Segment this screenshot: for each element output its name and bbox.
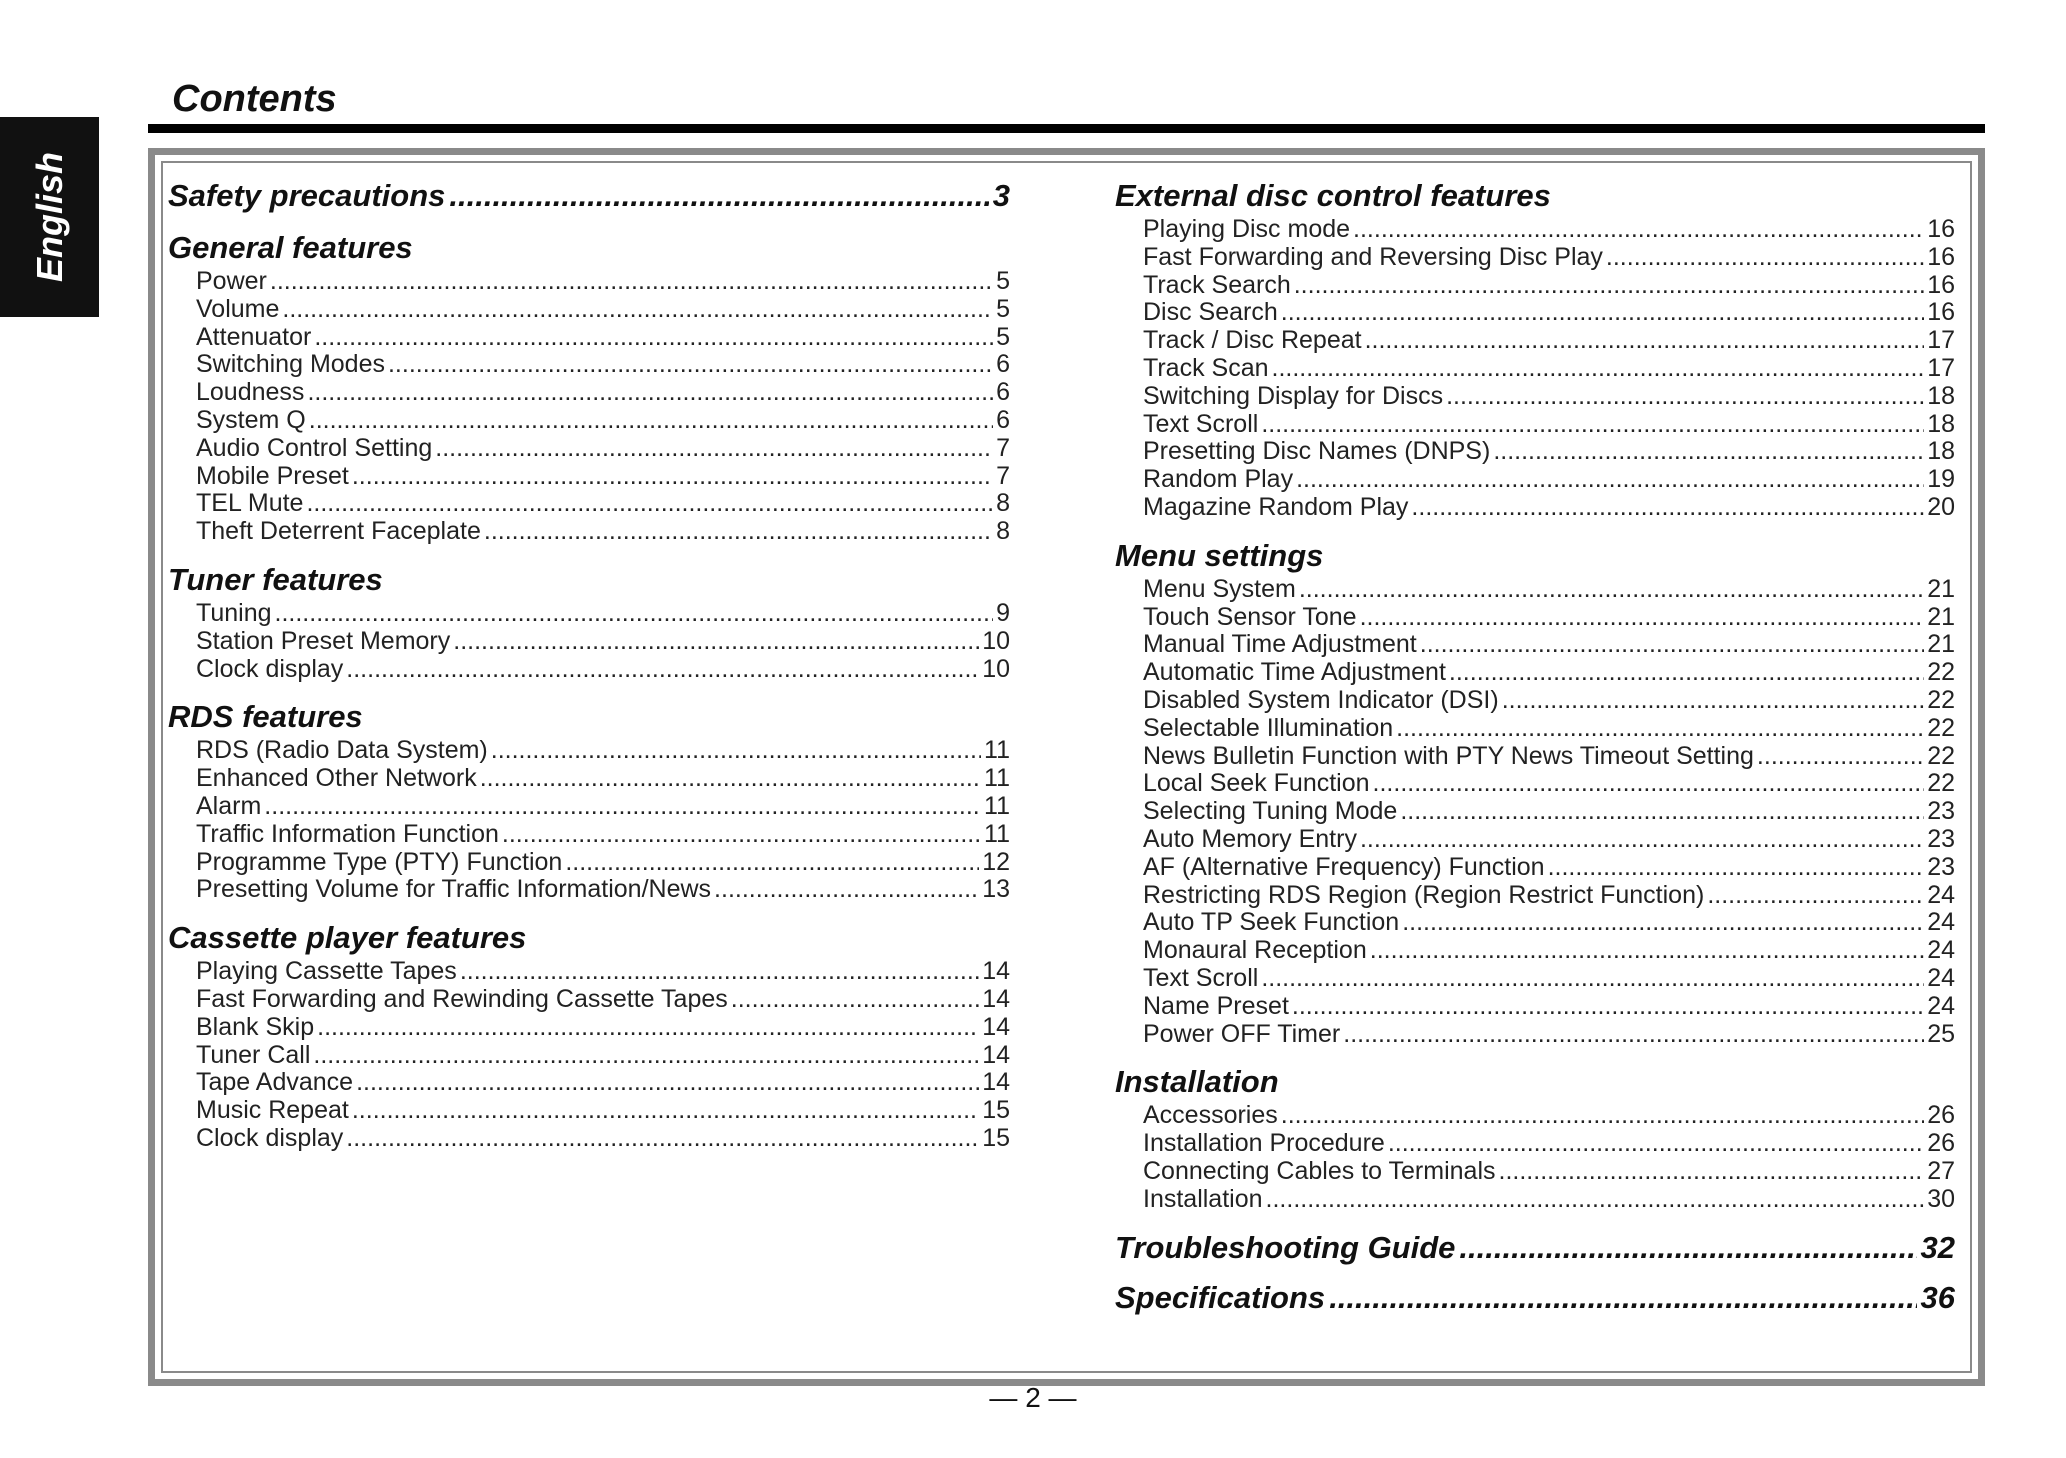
toc-entry-label: Name Preset: [1143, 991, 1289, 1020]
toc-entry-page: 24: [1927, 991, 1955, 1020]
dot-leader: [352, 463, 993, 491]
toc-entry[interactable]: [1115, 355, 1955, 383]
toc-entry[interactable]: [1115, 687, 1955, 715]
toc-entry[interactable]: [168, 296, 1010, 324]
toc-entry-page: 6: [996, 378, 1010, 407]
toc-entry[interactable]: [168, 324, 1010, 352]
toc-entry-label: Programme Type (PTY) Function: [196, 847, 563, 876]
toc-entry-label: System Q: [196, 405, 306, 434]
toc-entry-page: 18: [1927, 409, 1955, 438]
toc-entry-page: 14: [982, 1012, 1010, 1041]
toc-entry[interactable]: [1115, 244, 1955, 272]
dot-leader: [1606, 244, 1924, 272]
toc-entry[interactable]: [1115, 993, 1955, 1021]
toc-section: [168, 230, 1010, 546]
dot-leader: [1548, 854, 1925, 882]
dot-leader: [346, 1125, 979, 1153]
toc-section: [1115, 178, 1955, 522]
toc-entry-page: 5: [996, 267, 1010, 295]
dot-leader: [1272, 355, 1925, 383]
toc-entry-page: 8: [996, 489, 1010, 518]
toc-entry-page: 17: [1927, 326, 1955, 355]
section-heading: General features: [168, 230, 413, 265]
toc-entry[interactable]: [168, 463, 1010, 491]
toc-entry-label: Track Scan: [1143, 353, 1269, 382]
toc-entry[interactable]: [1115, 272, 1955, 300]
dot-leader: [346, 656, 979, 684]
toc-entry-label: Fast Forwarding and Rewinding Cassette Tapes: [196, 984, 728, 1013]
toc-main-entry-page: 3: [992, 178, 1010, 213]
toc-entry[interactable]: [168, 656, 1010, 684]
toc-entry[interactable]: [168, 849, 1010, 877]
toc-entry[interactable]: [168, 737, 1010, 765]
toc-entry[interactable]: [1115, 1158, 1955, 1186]
toc-entry-label: Music Repeat: [196, 1096, 349, 1125]
toc-entry-page: 30: [1927, 1184, 1955, 1213]
toc-entry[interactable]: [168, 1014, 1010, 1042]
toc-entry-page: 6: [996, 405, 1010, 434]
toc-entry-page: 24: [1927, 936, 1955, 965]
toc-entry-label: Station Preset Memory: [196, 626, 451, 655]
dot-leader: [1373, 770, 1925, 798]
toc-entry[interactable]: [1115, 438, 1955, 466]
page-title: Contents: [172, 78, 337, 120]
page-number: — 2 —: [989, 1382, 1077, 1413]
toc-entry-page: 11: [984, 791, 1010, 820]
dot-leader: [714, 876, 979, 904]
toc-entry[interactable]: [1115, 826, 1955, 854]
toc-entry-page: 15: [982, 1096, 1010, 1125]
toc-entry-label: Text Scroll: [1143, 409, 1259, 438]
toc-entry-label: RDS (Radio Data System): [196, 736, 488, 765]
toc-entry[interactable]: [168, 876, 1010, 904]
toc-entry[interactable]: [168, 628, 1010, 656]
toc-entry-page: 7: [996, 433, 1010, 462]
toc-entry[interactable]: [1115, 1130, 1955, 1158]
dot-leader: [491, 737, 981, 765]
toc-entry[interactable]: [1115, 383, 1955, 411]
toc-entry[interactable]: [1115, 576, 1955, 604]
toc-entry[interactable]: [1115, 909, 1955, 937]
toc-entry-page: 21: [1927, 630, 1955, 659]
dot-leader: [1446, 383, 1924, 411]
toc-entry[interactable]: [1115, 631, 1955, 659]
toc-entry-label: Installation: [1143, 1184, 1263, 1213]
toc-entry-label: Tuner Call: [196, 1040, 311, 1069]
toc-entry[interactable]: [1115, 1102, 1955, 1130]
toc-entry-page: 19: [1927, 465, 1955, 494]
toc-entry-label: Track / Disc Repeat: [1143, 326, 1362, 355]
toc-entry-page: 23: [1927, 852, 1955, 881]
dot-leader: [1299, 576, 1924, 604]
toc-entry-page: 8: [996, 517, 1010, 546]
toc-entry[interactable]: [1115, 937, 1955, 965]
toc-entry-label: Presetting Disc Names (DNPS): [1143, 437, 1491, 466]
toc-entry-label: Fast Forwarding and Reversing Disc Play: [1143, 242, 1603, 271]
toc-main-entry-title: Troubleshooting Guide: [1115, 1229, 1456, 1265]
toc-entry-page: 16: [1927, 242, 1955, 271]
dot-leader: [449, 178, 988, 214]
dot-leader: [1360, 604, 1925, 632]
toc-entry[interactable]: [1115, 1186, 1955, 1214]
dot-leader: [313, 1042, 979, 1070]
dot-leader: [1360, 826, 1924, 854]
toc-entry-page: 5: [996, 294, 1010, 323]
toc-entry[interactable]: [168, 490, 1010, 518]
toc-section: [168, 920, 1010, 1153]
section-heading: External disc control features: [1115, 178, 1551, 213]
toc-section: [1115, 1064, 1955, 1213]
toc-entry[interactable]: [168, 518, 1010, 546]
toc-entry-label: Installation Procedure: [1143, 1129, 1385, 1158]
toc-entry-page: 10: [982, 626, 1010, 655]
dot-leader: [1370, 937, 1924, 965]
toc-entry-label: TEL Mute: [196, 489, 304, 518]
dot-leader: [502, 821, 981, 849]
toc-entry-page: 10: [982, 654, 1010, 683]
toc-entry-label: Volume: [196, 294, 280, 323]
toc-entry-page: 5: [996, 322, 1010, 351]
toc-entry-label: Power OFF Timer: [1143, 1019, 1341, 1048]
section-heading: Installation: [1115, 1064, 1279, 1100]
toc-entry-label: Mobile Preset: [196, 461, 349, 490]
toc-entry-label: Clock display: [196, 1123, 344, 1152]
dot-leader: [1459, 1230, 1916, 1266]
dot-leader: [307, 379, 993, 407]
toc-entry-label: Monaural Reception: [1143, 936, 1367, 965]
dot-leader: [1261, 965, 1924, 993]
toc-entry-label: Disabled System Indicator (DSI): [1143, 685, 1499, 714]
toc-entry-page: 23: [1927, 824, 1955, 853]
dot-leader: [1266, 1186, 1925, 1214]
toc-entry-label: AF (Alternative Frequency) Function: [1143, 852, 1545, 881]
toc-entry[interactable]: [168, 379, 1010, 407]
dot-leader: [1329, 1280, 1916, 1316]
toc-entry-page: 14: [982, 1040, 1010, 1069]
toc-entry[interactable]: [168, 793, 1010, 821]
toc-entry-label: Clock display: [196, 654, 344, 683]
dot-leader: [1502, 687, 1925, 715]
toc-entry-page: 26: [1927, 1129, 1955, 1158]
dot-leader: [453, 628, 979, 656]
dot-leader: [275, 600, 994, 628]
toc-entry-page: 14: [982, 1068, 1010, 1097]
toc-entry-label: Touch Sensor Tone: [1143, 602, 1357, 631]
toc-entry[interactable]: [1115, 604, 1955, 632]
toc-main-entry-title: Specifications: [1115, 1279, 1326, 1315]
toc-main-entry[interactable]: [1115, 1280, 1955, 1316]
contents-right-column: [1115, 178, 1955, 1330]
language-tab: [0, 117, 99, 317]
dot-leader: [1400, 798, 1924, 826]
toc-entry-page: 21: [1927, 574, 1955, 603]
toc-entry[interactable]: [1115, 854, 1955, 882]
toc-entry-label: Accessories: [1143, 1101, 1278, 1130]
toc-entry-page: 11: [984, 819, 1010, 848]
dot-leader: [1396, 715, 1924, 743]
toc-entry-label: Tuning: [196, 598, 272, 627]
toc-section: [168, 562, 1010, 683]
toc-entry[interactable]: [1115, 715, 1955, 743]
toc-entry[interactable]: [1115, 466, 1955, 494]
dot-leader: [565, 849, 979, 877]
section-heading: Cassette player features: [168, 920, 527, 956]
toc-entry[interactable]: [1115, 659, 1955, 687]
dot-leader: [352, 1097, 979, 1125]
dot-leader: [314, 324, 993, 352]
toc-entry[interactable]: [1115, 216, 1955, 244]
toc-entry-label: Theft Deterrent Faceplate: [196, 517, 481, 546]
toc-entry-label: Traffic Information Function: [196, 819, 499, 848]
toc-main-entry-page: 32: [1920, 1229, 1955, 1265]
toc-entry-label: Selectable Illumination: [1143, 713, 1394, 742]
toc-entry-page: 22: [1927, 713, 1955, 742]
toc-entry-label: Switching Modes: [196, 350, 385, 379]
toc-entry-label: Blank Skip: [196, 1012, 315, 1041]
toc-entry-page: 11: [984, 736, 1010, 765]
toc-entry-label: Restricting RDS Region (Region Restrict Function): [1143, 880, 1705, 909]
toc-entry-page: 17: [1927, 353, 1955, 382]
toc-entry-page: 22: [1927, 769, 1955, 798]
dot-leader: [356, 1069, 979, 1097]
dot-leader: [1402, 909, 1924, 937]
toc-entry[interactable]: [168, 435, 1010, 463]
toc-entry[interactable]: [1115, 1021, 1955, 1049]
section-heading: Tuner features: [168, 561, 383, 597]
toc-entry-page: 15: [982, 1123, 1010, 1152]
toc-entry[interactable]: [168, 600, 1010, 628]
toc-entry-page: 9: [996, 598, 1010, 627]
dot-leader: [309, 407, 993, 435]
toc-entry-label: Playing Disc mode: [1143, 215, 1351, 243]
toc-entry-label: Alarm: [196, 791, 262, 820]
toc-entry-label: Power: [196, 267, 267, 295]
toc-entry-page: 7: [996, 461, 1010, 490]
toc-entry-label: Selecting Tuning Mode: [1143, 797, 1398, 826]
toc-entry[interactable]: [168, 268, 1010, 296]
toc-entry-page: 22: [1927, 685, 1955, 714]
toc-entry-label: Automatic Time Adjustment: [1143, 658, 1446, 687]
toc-entry-page: 20: [1927, 492, 1955, 521]
dot-leader: [1281, 1102, 1924, 1130]
toc-entry[interactable]: [168, 1069, 1010, 1097]
toc-entry-page: 27: [1927, 1156, 1955, 1185]
toc-entry-page: 18: [1927, 437, 1955, 466]
dot-leader: [1757, 743, 1924, 771]
toc-entry[interactable]: [1115, 327, 1955, 355]
toc-entry-label: Local Seek Function: [1143, 769, 1370, 798]
toc-entry[interactable]: [1115, 743, 1955, 771]
toc-entry-label: Playing Cassette Tapes: [196, 957, 457, 986]
toc-entry-label: Random Play: [1143, 465, 1294, 494]
dot-leader: [1420, 631, 1924, 659]
toc-entry-page: 12: [982, 847, 1010, 876]
dot-leader: [1365, 327, 1925, 355]
dot-leader: [435, 435, 993, 463]
toc-entry-label: Attenuator: [196, 322, 312, 351]
dot-leader: [1411, 494, 1924, 522]
dot-leader: [317, 1014, 979, 1042]
toc-entry[interactable]: [168, 765, 1010, 793]
toc-entry[interactable]: [168, 1042, 1010, 1070]
toc-entry-label: Presetting Volume for Traffic Information/News: [196, 875, 712, 904]
toc-entry-page: 24: [1927, 908, 1955, 937]
dot-leader: [1343, 1021, 1924, 1049]
section-heading: Menu settings: [1115, 537, 1324, 573]
toc-main-entry-page: 36: [1920, 1279, 1955, 1315]
toc-entry-page: 25: [1927, 1019, 1955, 1048]
title-rule: [148, 124, 1985, 133]
toc-entry-label: Audio Control Setting: [196, 433, 433, 462]
dot-leader: [1388, 1130, 1924, 1158]
toc-entry[interactable]: [168, 986, 1010, 1014]
toc-main-entry[interactable]: [1115, 1230, 1955, 1266]
toc-entry-page: 24: [1927, 963, 1955, 992]
toc-entry-page: 18: [1927, 381, 1955, 410]
toc-entry-page: 14: [982, 957, 1010, 986]
toc-entry-label: Connecting Cables to Terminals: [1143, 1156, 1496, 1185]
toc-section: [168, 699, 1010, 904]
toc-entry-label: Disc Search: [1143, 298, 1278, 327]
dot-leader: [270, 268, 993, 296]
toc-entry-label: News Bulletin Function with PTY News Timeout Setting: [1143, 741, 1754, 770]
dot-leader: [1292, 993, 1924, 1021]
toc-entry-page: 24: [1927, 880, 1955, 909]
toc-entry[interactable]: [1115, 965, 1955, 993]
section-heading: RDS features: [168, 699, 363, 735]
toc-entry-label: Auto Memory Entry: [1143, 824, 1357, 853]
toc-entry-page: 16: [1927, 215, 1955, 243]
dot-leader: [282, 296, 993, 324]
toc-main-entry-title: Safety precautions: [168, 178, 446, 213]
toc-entry-label: Magazine Random Play: [1143, 492, 1409, 521]
dot-leader: [388, 351, 993, 379]
toc-entry-page: 16: [1927, 270, 1955, 299]
language-tab-label: English: [28, 151, 70, 283]
toc-entry-page: 6: [996, 350, 1010, 379]
toc-entry[interactable]: [1115, 411, 1955, 439]
dot-leader: [731, 986, 979, 1014]
dot-leader: [460, 958, 979, 986]
dot-leader: [1261, 411, 1924, 439]
toc-entry-label: Auto TP Seek Function: [1143, 908, 1400, 937]
toc-entry[interactable]: [1115, 798, 1955, 826]
toc-entry-page: 13: [982, 875, 1010, 904]
toc-section: [1115, 538, 1955, 1049]
toc-entry-label: Menu System: [1143, 574, 1296, 603]
toc-entry-label: Switching Display for Discs: [1143, 381, 1444, 410]
dot-leader: [306, 490, 993, 518]
dot-leader: [484, 518, 993, 546]
dot-leader: [1281, 299, 1924, 327]
toc-entry-label: Track Search: [1143, 270, 1291, 299]
toc-entry[interactable]: [1115, 770, 1955, 798]
toc-entry[interactable]: [168, 351, 1010, 379]
toc-entry-label: Text Scroll: [1143, 963, 1259, 992]
toc-entry-label: Loudness: [196, 378, 305, 407]
toc-entry-page: 11: [984, 764, 1010, 793]
toc-entry-label: Enhanced Other Network: [196, 764, 477, 793]
dot-leader: [1499, 1158, 1925, 1186]
toc-entry-page: 16: [1927, 298, 1955, 327]
toc-entry-page: 22: [1927, 741, 1955, 770]
toc-entry[interactable]: [168, 958, 1010, 986]
toc-entry[interactable]: [1115, 494, 1955, 522]
toc-entry[interactable]: [168, 407, 1010, 435]
dot-leader: [264, 793, 981, 821]
toc-entry[interactable]: [168, 1097, 1010, 1125]
toc-main-entry[interactable]: [168, 178, 1010, 214]
dot-leader: [1353, 216, 1924, 244]
toc-entry-label: Manual Time Adjustment: [1143, 630, 1417, 659]
toc-entry[interactable]: [168, 1125, 1010, 1153]
toc-entry-page: 21: [1927, 602, 1955, 631]
toc-entry-page: 23: [1927, 797, 1955, 826]
toc-entry-label: Tape Advance: [196, 1068, 354, 1097]
dot-leader: [1449, 659, 1924, 687]
toc-entry[interactable]: [1115, 299, 1955, 327]
contents-left-column: [168, 178, 1010, 1169]
toc-entry-page: 14: [982, 984, 1010, 1013]
dot-leader: [1296, 466, 1924, 494]
toc-entry-page: 22: [1927, 658, 1955, 687]
dot-leader: [480, 765, 981, 793]
toc-entry[interactable]: [1115, 882, 1955, 910]
dot-leader: [1294, 272, 1924, 300]
dot-leader: [1493, 438, 1924, 466]
toc-entry-page: 26: [1927, 1101, 1955, 1130]
dot-leader: [1707, 882, 1924, 910]
toc-entry[interactable]: [168, 821, 1010, 849]
